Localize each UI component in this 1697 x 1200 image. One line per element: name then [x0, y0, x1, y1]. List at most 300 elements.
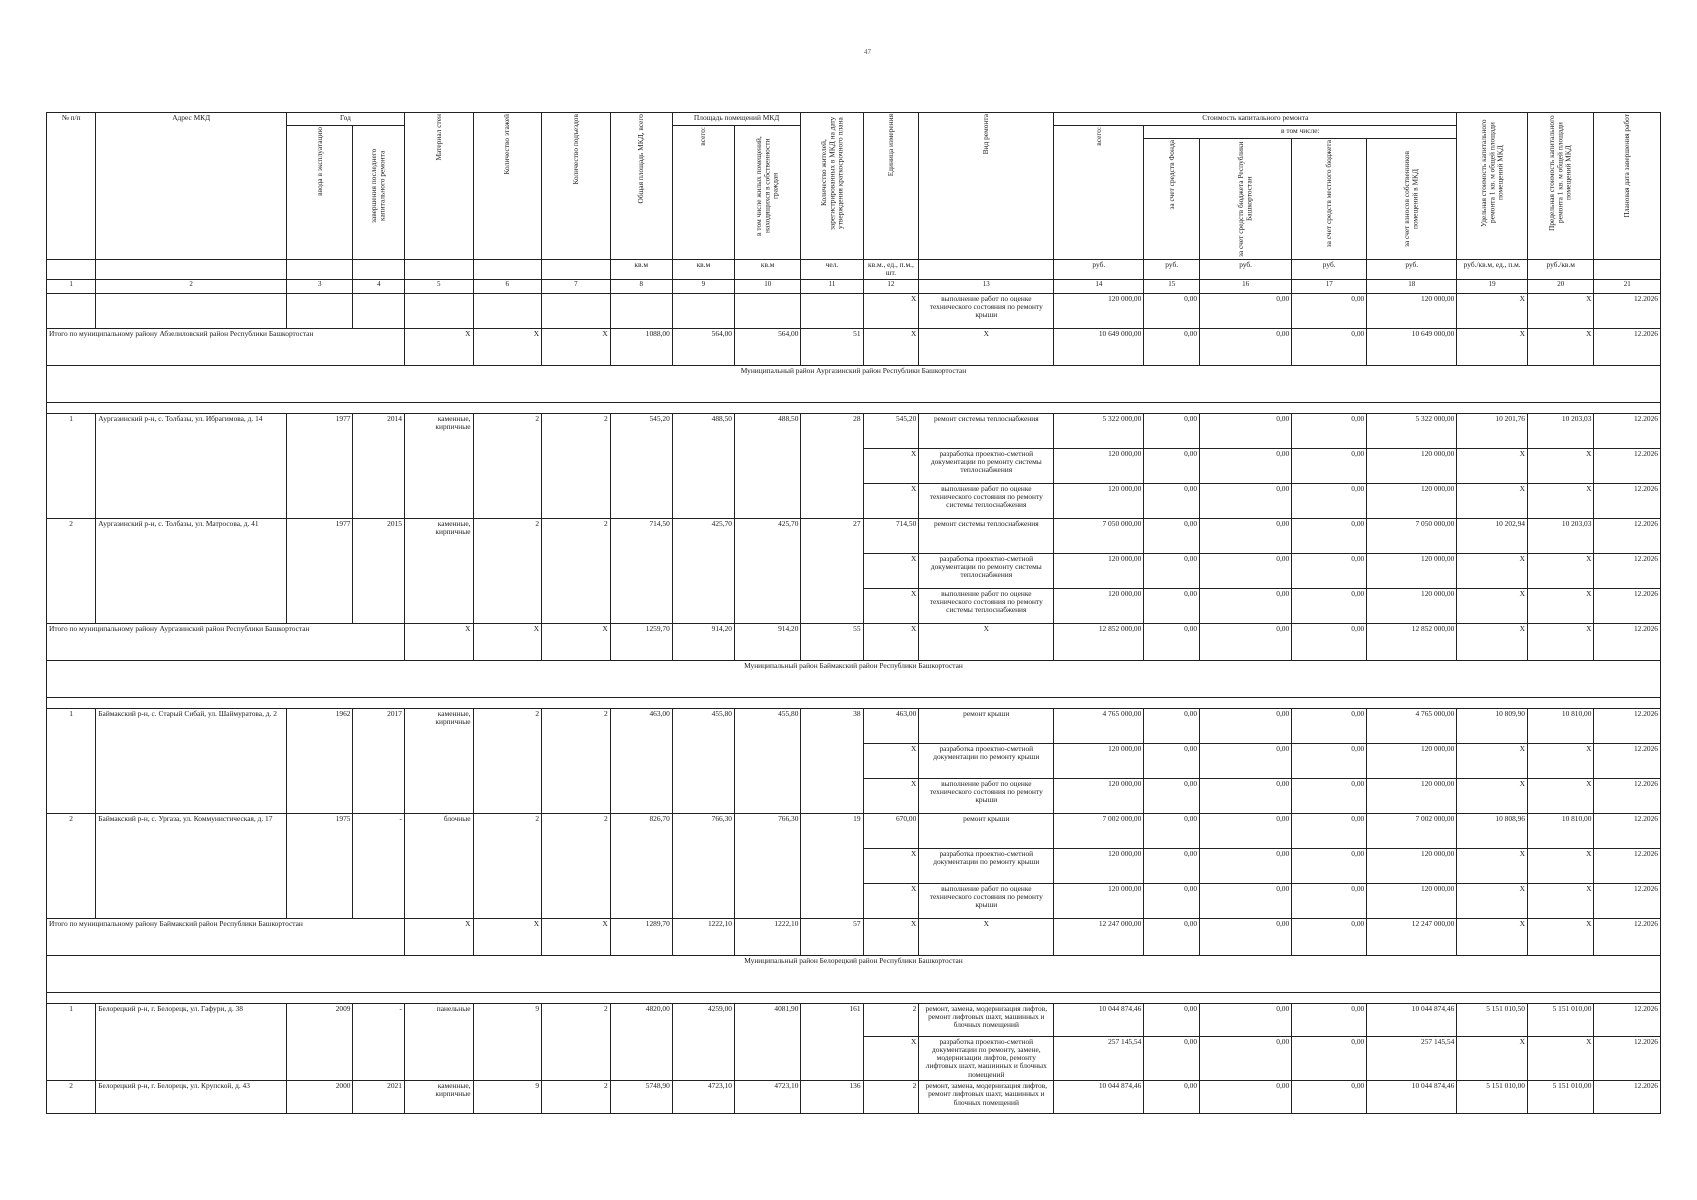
header-entrances-text: Количество подъездов	[570, 114, 580, 185]
cost-local: 0,00	[1292, 448, 1367, 483]
work-type: ремонт крыши	[919, 708, 1054, 743]
area-all: 488,50	[672, 413, 734, 518]
limit-cost: X	[1528, 778, 1594, 813]
wall-material: каменные, кирпичные	[404, 518, 473, 623]
header-year-group: Год	[287, 113, 405, 126]
column-number: 2	[96, 279, 287, 293]
table-row-house	[47, 708, 1661, 743]
cost-owners: 7 050 000,00	[1367, 518, 1457, 553]
area-all: 425,70	[672, 518, 734, 623]
cell: X	[404, 623, 473, 660]
limit-cost: X	[1528, 553, 1594, 588]
cost-fund: 0,00	[1144, 1080, 1200, 1113]
cell	[96, 293, 287, 328]
year-built: 1977	[287, 518, 353, 623]
column-number: 16	[1200, 279, 1292, 293]
area-all: 4723,10	[672, 1080, 734, 1113]
deadline: 12.2026	[1594, 1036, 1661, 1080]
specific-cost: X	[1457, 778, 1528, 813]
cell: X	[542, 328, 611, 365]
cost-republic: 0,00	[1200, 553, 1292, 588]
column-number: 9	[672, 279, 734, 293]
cost-total: 120 000,00	[1054, 743, 1144, 778]
unit-cell	[919, 260, 1054, 280]
table-row-house	[47, 518, 1661, 553]
header-fund-text: за счет средств Фонда	[1166, 140, 1176, 210]
specific-cost: X	[1457, 883, 1528, 918]
cost-republic: 0,00	[1200, 293, 1292, 328]
unit-value: X	[863, 778, 919, 813]
limit-cost: X	[1528, 448, 1594, 483]
header-work-type-text: Вид ремонта	[981, 114, 991, 155]
cell	[672, 293, 734, 328]
header-owners-text: за счет взносов собственников помещений в МКД	[1402, 150, 1420, 248]
cell	[610, 293, 672, 328]
total-area: 1259,70	[610, 623, 672, 660]
cost-fund: 0,00	[1144, 413, 1200, 448]
cost-total: 120 000,00	[1054, 483, 1144, 518]
district-total-row	[47, 918, 1661, 955]
limit-cost: X	[1528, 588, 1594, 623]
header-total-area	[610, 113, 672, 260]
column-number: 20	[1528, 279, 1594, 293]
limit-cost: X	[1528, 918, 1594, 955]
year-repair: 2021	[353, 1080, 404, 1113]
unit-cell: руб.	[1200, 260, 1292, 280]
cost-republic: 0,00	[1200, 883, 1292, 918]
specific-cost: 5 151 010,50	[1457, 1003, 1528, 1036]
deadline: 12.2026	[1594, 448, 1661, 483]
cell: X	[473, 623, 542, 660]
district-total-row	[47, 328, 1661, 365]
cost-owners: 10 649 000,00	[1367, 328, 1457, 365]
unit-value: X	[863, 448, 919, 483]
unit-value: 545,20	[863, 413, 919, 448]
year-repair: 2014	[353, 413, 404, 518]
unit-value: X	[863, 483, 919, 518]
spacer-cell	[47, 402, 1661, 413]
unit-value: 2	[863, 1080, 919, 1113]
cost-owners: 120 000,00	[1367, 743, 1457, 778]
row-no: 2	[47, 1080, 96, 1113]
unit-value: X	[863, 743, 919, 778]
cost-republic: 0,00	[1200, 588, 1292, 623]
address: Аургазинский р-н, с. Толбазы, ул. Матросова, д. 41	[96, 518, 287, 623]
cost-total: 7 050 000,00	[1054, 518, 1144, 553]
header-area-total	[672, 126, 734, 260]
capital-repair-plan-table	[46, 112, 1661, 1114]
limit-cost: 5 151 010,00	[1528, 1003, 1594, 1036]
row-no: 1	[47, 1003, 96, 1080]
cost-owners: 12 852 000,00	[1367, 623, 1457, 660]
work-type: X	[919, 328, 1054, 365]
limit-cost: X	[1528, 883, 1594, 918]
cost-republic: 0,00	[1200, 448, 1292, 483]
cost-total: 12 247 000,00	[1054, 918, 1144, 955]
unit-cell	[542, 260, 611, 280]
residents: 55	[801, 623, 863, 660]
unit-cell	[404, 260, 473, 280]
header-wall-material-text: Материал стен	[433, 114, 443, 161]
work-type: разработка проектно-сметной документации по ремонту, замене, модернизации лифтов, ремонту лифтовых шахт, машинных и блочных помещений	[919, 1036, 1054, 1080]
unit-cell	[1594, 260, 1661, 280]
column-number: 13	[919, 279, 1054, 293]
cost-owners: 12 247 000,00	[1367, 918, 1457, 955]
cost-total: 120 000,00	[1054, 848, 1144, 883]
header-area-owned-text: в том числе жилых помещений, находящихся в собственности граждан	[754, 136, 780, 236]
specific-cost: X	[1457, 293, 1528, 328]
residents: 57	[801, 918, 863, 955]
cell: X	[404, 328, 473, 365]
total-label: Итого по муниципальному району Абзелиловский район Республики Башкортостан	[47, 328, 405, 365]
cell	[353, 293, 404, 328]
row-no: 2	[47, 518, 96, 623]
limit-cost: 5 151 010,00	[1528, 1080, 1594, 1113]
specific-cost: X	[1457, 328, 1528, 365]
entrances: 2	[542, 1003, 611, 1080]
cost-owners: 10 044 874,46	[1367, 1080, 1457, 1113]
unit-cell	[353, 260, 404, 280]
unit-cell: руб./кв.м	[1528, 260, 1594, 280]
cost-local: 0,00	[1292, 848, 1367, 883]
table-row-house	[47, 1003, 1661, 1036]
residents: 161	[801, 1003, 863, 1080]
header-cost-total-text: всего:	[1093, 127, 1103, 146]
cost-fund: 0,00	[1144, 1036, 1200, 1080]
area-owned: 564,00	[734, 328, 800, 365]
unit-cell: кв.м	[672, 260, 734, 280]
total-area: 5748,90	[610, 1080, 672, 1113]
header-row-1	[47, 113, 1661, 126]
unit-cell: чел.	[801, 260, 863, 280]
cost-owners: 120 000,00	[1367, 778, 1457, 813]
header-year-commission	[287, 126, 353, 260]
work-type: ремонт системы теплоснабжения	[919, 413, 1054, 448]
cost-local: 0,00	[1292, 328, 1367, 365]
unit-cell: кв.м	[610, 260, 672, 280]
header-unit-text: Единица измерения	[885, 114, 895, 177]
cost-fund: 0,00	[1144, 813, 1200, 848]
spacer-row	[47, 402, 1661, 413]
specific-cost: X	[1457, 483, 1528, 518]
residents: 38	[801, 708, 863, 813]
total-area: 545,20	[610, 413, 672, 518]
area-all: 766,30	[672, 813, 734, 918]
address: Аургазинский р-н, с. Толбазы, ул. Ибрагимова, д. 14	[96, 413, 287, 518]
wall-material: панельные	[404, 1003, 473, 1080]
cost-republic: 0,00	[1200, 1080, 1292, 1113]
header-address: Адрес МКД	[96, 113, 287, 260]
column-number: 6	[473, 279, 542, 293]
cost-republic: 0,00	[1200, 918, 1292, 955]
floors: 2	[473, 413, 542, 518]
spacer-cell	[47, 992, 1661, 1003]
total-area: 1088,00	[610, 328, 672, 365]
column-number: 4	[353, 279, 404, 293]
table-row-continuation	[47, 293, 1661, 328]
cost-owners: 120 000,00	[1367, 883, 1457, 918]
cost-total: 10 044 874,46	[1054, 1080, 1144, 1113]
header-entrances	[542, 113, 611, 260]
area-owned: 914,20	[734, 623, 800, 660]
year-built: 1975	[287, 813, 353, 918]
unit-value: X	[863, 293, 919, 328]
unit-value: 670,00	[863, 813, 919, 848]
deadline: 12.2026	[1594, 413, 1661, 448]
limit-cost: X	[1528, 1036, 1594, 1080]
year-built: 2009	[287, 1003, 353, 1080]
cost-republic: 0,00	[1200, 623, 1292, 660]
deadline: 12.2026	[1594, 883, 1661, 918]
cost-fund: 0,00	[1144, 588, 1200, 623]
cell: X	[473, 918, 542, 955]
header-local	[1292, 139, 1367, 260]
header-total-area-text: Общая площадь МКД, всего	[636, 114, 646, 204]
header-residents-text: Количество жителей, зарегистрированных в МКД на дату утверждения краткосрочного плана	[818, 116, 845, 230]
cost-fund: 0,00	[1144, 518, 1200, 553]
column-number: 12	[863, 279, 919, 293]
work-type: ремонт, замена, модернизация лифтов, ремонт лифтовых шахт, машинных и блочных помещений	[919, 1080, 1054, 1113]
limit-cost: 10 203,03	[1528, 518, 1594, 553]
limit-cost: X	[1528, 623, 1594, 660]
area-owned: 425,70	[734, 518, 800, 623]
header-owners	[1367, 139, 1457, 260]
cost-fund: 0,00	[1144, 778, 1200, 813]
cost-owners: 120 000,00	[1367, 448, 1457, 483]
header-deadline	[1594, 113, 1661, 260]
district-title: Муниципальный район Баймакский район Республики Башкортостан	[47, 660, 1661, 697]
unit-cell	[96, 260, 287, 280]
cell: X	[542, 623, 611, 660]
year-repair: -	[353, 1003, 404, 1080]
district-total-row	[47, 623, 1661, 660]
cost-owners: 120 000,00	[1367, 293, 1457, 328]
entrances: 2	[542, 1080, 611, 1113]
column-number: 14	[1054, 279, 1144, 293]
header-cost-group: Стоимость капитального ремонта	[1054, 113, 1457, 126]
cost-owners: 120 000,00	[1367, 483, 1457, 518]
header-year-last-repair	[353, 126, 404, 260]
area-owned: 455,80	[734, 708, 800, 813]
row-no: 1	[47, 413, 96, 518]
cost-fund: 0,00	[1144, 848, 1200, 883]
cost-fund: 0,00	[1144, 483, 1200, 518]
cost-republic: 0,00	[1200, 483, 1292, 518]
header-specific-text: Удельная стоимость капитального ремонта 1 кв. м общей площади помещений МКД	[1478, 119, 1505, 227]
specific-cost: X	[1457, 848, 1528, 883]
column-number: 17	[1292, 279, 1367, 293]
floors: 2	[473, 813, 542, 918]
wall-material: блочные	[404, 813, 473, 918]
cell	[734, 293, 800, 328]
limit-cost: X	[1528, 743, 1594, 778]
entrances: 2	[542, 813, 611, 918]
floors: 2	[473, 708, 542, 813]
work-type: выполнение работ по оценке технического состояния по ремонту системы теплоснабжения	[919, 483, 1054, 518]
address: Белорецкий р-н, г. Белорецк, ул. Крупской, д. 43	[96, 1080, 287, 1113]
area-owned: 1222,10	[734, 918, 800, 955]
cost-owners: 4 765 000,00	[1367, 708, 1457, 743]
column-number: 21	[1594, 279, 1661, 293]
year-built: 2000	[287, 1080, 353, 1113]
year-built: 1977	[287, 413, 353, 518]
cost-owners: 257 145,54	[1367, 1036, 1457, 1080]
work-type: ремонт, замена, модернизация лифтов, ремонт лифтовых шахт, машинных и блочных помещений	[919, 1003, 1054, 1036]
header-floors-text: Количество этажей	[502, 114, 512, 175]
unit-cell: кв.м., ед., п.м., шт.	[863, 260, 919, 280]
header-no: № п/п	[47, 113, 96, 260]
wall-material: каменные, кирпичные	[404, 708, 473, 813]
cost-fund: 0,00	[1144, 623, 1200, 660]
area-all: 455,80	[672, 708, 734, 813]
area-all: 564,00	[672, 328, 734, 365]
spacer-row	[47, 697, 1661, 708]
cell: X	[404, 918, 473, 955]
wall-material: каменные, кирпичные	[404, 1080, 473, 1113]
work-type: ремонт крыши	[919, 813, 1054, 848]
specific-cost: 10 201,76	[1457, 413, 1528, 448]
cost-local: 0,00	[1292, 743, 1367, 778]
deadline: 12.2026	[1594, 1080, 1661, 1113]
units-row	[47, 260, 1661, 280]
work-type: разработка проектно-сметной документации по ремонту крыши	[919, 743, 1054, 778]
unit-value: X	[863, 588, 919, 623]
cost-local: 0,00	[1292, 1036, 1367, 1080]
unit-cell: руб.	[1367, 260, 1457, 280]
cost-local: 0,00	[1292, 623, 1367, 660]
total-label: Итого по муниципальному району Баймакский район Республики Башкортостан	[47, 918, 405, 955]
cost-total: 10 649 000,00	[1054, 328, 1144, 365]
cost-republic: 0,00	[1200, 778, 1292, 813]
specific-cost: 10 202,94	[1457, 518, 1528, 553]
limit-cost: X	[1528, 328, 1594, 365]
cost-fund: 0,00	[1144, 553, 1200, 588]
work-type: X	[919, 623, 1054, 660]
limit-cost: X	[1528, 483, 1594, 518]
table-row-house	[47, 813, 1661, 848]
cost-local: 0,00	[1292, 883, 1367, 918]
entrances: 2	[542, 708, 611, 813]
work-type: выполнение работ по оценке технического состояния по ремонту крыши	[919, 293, 1054, 328]
cost-republic: 0,00	[1200, 813, 1292, 848]
specific-cost: 10 808,96	[1457, 813, 1528, 848]
column-numbers-row	[47, 279, 1661, 293]
row-no: 2	[47, 813, 96, 918]
deadline: 12.2026	[1594, 328, 1661, 365]
work-type: ремонт системы теплоснабжения	[919, 518, 1054, 553]
cost-total: 257 145,54	[1054, 1036, 1144, 1080]
unit-value: X	[863, 918, 919, 955]
cost-fund: 0,00	[1144, 883, 1200, 918]
cost-republic: 0,00	[1200, 708, 1292, 743]
specific-cost: 5 151 010,00	[1457, 1080, 1528, 1113]
table-row-house	[47, 413, 1661, 448]
specific-cost: X	[1457, 553, 1528, 588]
column-number: 8	[610, 279, 672, 293]
limit-cost: 10 810,00	[1528, 708, 1594, 743]
specific-cost: X	[1457, 918, 1528, 955]
header-unit	[863, 113, 919, 260]
work-type: разработка проектно-сметной документации по ремонту системы теплоснабжения	[919, 448, 1054, 483]
deadline: 12.2026	[1594, 518, 1661, 553]
header-republic-text: за счет средств бюджета Республики Башкортостан	[1236, 141, 1254, 257]
work-type: X	[919, 918, 1054, 955]
column-number: 19	[1457, 279, 1528, 293]
work-type: выполнение работ по оценке технического состояния по ремонту крыши	[919, 778, 1054, 813]
cost-fund: 0,00	[1144, 918, 1200, 955]
residents: 28	[801, 413, 863, 518]
header-year-commission-text: ввода в эксплуатацию	[314, 127, 324, 196]
header-fund	[1144, 139, 1200, 260]
specific-cost: X	[1457, 743, 1528, 778]
entrances: 2	[542, 518, 611, 623]
total-area: 4820,00	[610, 1003, 672, 1080]
cost-local: 0,00	[1292, 918, 1367, 955]
unit-value: X	[863, 328, 919, 365]
cost-total: 120 000,00	[1054, 553, 1144, 588]
row-no: 1	[47, 708, 96, 813]
cost-local: 0,00	[1292, 588, 1367, 623]
cost-republic: 0,00	[1200, 743, 1292, 778]
limit-cost: X	[1528, 848, 1594, 883]
column-number: 11	[801, 279, 863, 293]
cost-total: 4 765 000,00	[1054, 708, 1144, 743]
spacer-row	[47, 992, 1661, 1003]
header-floors	[473, 113, 542, 260]
specific-cost: 10 809,90	[1457, 708, 1528, 743]
cost-fund: 0,00	[1144, 708, 1200, 743]
header-year-last-repair-text: завершения последнего капитального ремонта	[369, 148, 387, 224]
table-row-house	[47, 1080, 1661, 1113]
deadline: 12.2026	[1594, 588, 1661, 623]
floors: 2	[473, 518, 542, 623]
cost-owners: 10 044 874,46	[1367, 1003, 1457, 1036]
unit-value: 2	[863, 1003, 919, 1036]
cost-total: 10 044 874,46	[1054, 1003, 1144, 1036]
specific-cost: X	[1457, 623, 1528, 660]
cost-total: 120 000,00	[1054, 778, 1144, 813]
address: Баймакский р-н, с. Ургаза, ул. Коммунистическая, д. 17	[96, 813, 287, 918]
total-area: 714,50	[610, 518, 672, 623]
cell: X	[542, 918, 611, 955]
cost-local: 0,00	[1292, 293, 1367, 328]
cost-total: 120 000,00	[1054, 883, 1144, 918]
cost-local: 0,00	[1292, 553, 1367, 588]
spacer-cell	[47, 697, 1661, 708]
unit-value: X	[863, 883, 919, 918]
unit-cell: руб.	[1292, 260, 1367, 280]
cost-fund: 0,00	[1144, 293, 1200, 328]
work-type: выполнение работ по оценке технического состояния по ремонту крыши	[919, 883, 1054, 918]
area-owned: 4081,90	[734, 1003, 800, 1080]
unit-value: 463,00	[863, 708, 919, 743]
cost-fund: 0,00	[1144, 1003, 1200, 1036]
column-number: 1	[47, 279, 96, 293]
cost-local: 0,00	[1292, 483, 1367, 518]
header-local-text: за счет средств местного бюджета	[1324, 140, 1334, 248]
cost-local: 0,00	[1292, 413, 1367, 448]
residents: 19	[801, 813, 863, 918]
cell	[473, 293, 542, 328]
cost-owners: 7 002 000,00	[1367, 813, 1457, 848]
year-repair: 2015	[353, 518, 404, 623]
residents: 27	[801, 518, 863, 623]
unit-value: 714,50	[863, 518, 919, 553]
cell: X	[473, 328, 542, 365]
cost-republic: 0,00	[1200, 848, 1292, 883]
area-all: 4259,00	[672, 1003, 734, 1080]
residents: 51	[801, 328, 863, 365]
